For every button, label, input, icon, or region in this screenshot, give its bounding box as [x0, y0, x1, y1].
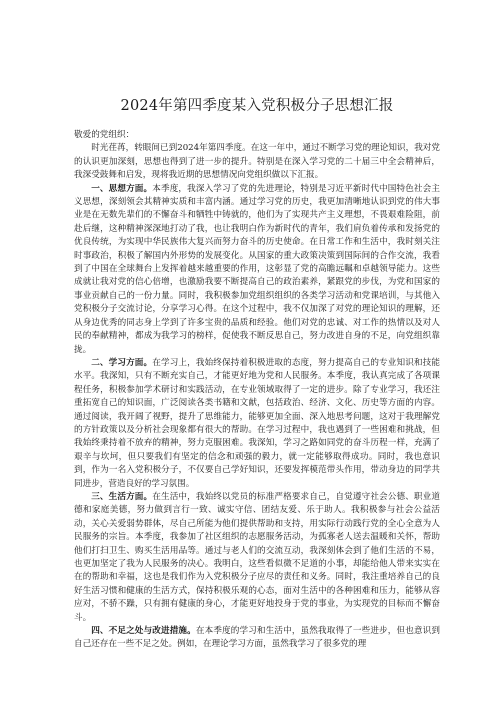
paragraph-study	[74, 357, 440, 491]
paragraph-life	[74, 491, 440, 625]
paragraph-text: 在学习上，我始终保持着积极进取的态度，努力提高自己的专业知识和技能水平。我深知，只有不断充实自己，才能更好地为党和人民服务。本季度，我认真完成了各项课程任务，积极参加学术研讨和实践活动，在专业领域取得了一定的进步。除了专业学习，我还注重拓宽自己的知识面，广泛阅读各类书籍和文献，包括政治、经济、文化、历史等方面的内容。通过阅读，我开阔了视野，提升了思维能力，能够更加全面、深入地思考问题，这对于我理解党的方针政策以及分析社会现象都有很大的帮助。在学习过程中，我也遇到了一些困难和挑战，但我始终秉持着不放弃的精神，努力克服困难。我深知，学习之路如同党的奋斗历程一样，充满了艰辛与坎坷，但只要我们有坚定的信念和顽强的毅力，就一定能够取得成功。同时，我也意识到，作为一名入党积极分子，不仅要自己学好知识，还要发挥模范带头作用，带动身边的同学共同进步，营造良好的学习氛围。	[74, 357, 440, 489]
paragraph-lead: 二、学习方面。	[91, 357, 153, 368]
paragraph-text: 在生活中，我始终以党员的标准严格要求自己，自觉遵守社会公德、职业道德和家庭美德，努力做到言行一致、诚实守信、团结友爱、乐于助人。我积极参与社会公益活动，关心关爱弱势群体，尽自己所能为他们提供帮助和支持，用实际行动践行党的全心全意为人民服务的宗旨。本季度，我参加了社区组织的志愿服务活动，为孤寡老人送去温暖和关怀，帮助他们打扫卫生、购买生活用品等。通过与老人们的交流互动，我深刻体会到了他们生活的不易，也更加坚定了我为人民服务的决心。我明白，这些看似微不足道的小事，却能给他人带来实实在在的帮助和幸福，这也是我们作为入党积极分子应尽的责任和义务。同时，我注重培养自己的良好生活习惯和健康的生活方式，保持积极乐观的心态，面对生活中的各种困难和压力，能够从容应对，不骄不躁，只有拥有健康的身心，才能更好地投身于党的事业，为实现党的目标而不懈奋斗。	[74, 491, 440, 623]
paragraph-text: 在本季度的学习和生活中，虽然我取得了一些进步，但也意识到自己还存在一些不足之处。例如，在理论学习方面，虽然我学习了很多党的理	[74, 626, 440, 650]
paragraph-lead: 三、生活方面。	[91, 491, 153, 502]
paragraph-lead: 四、不足之处与改进措施。	[91, 626, 196, 637]
paragraph-intro	[74, 142, 440, 182]
paragraph-thought	[74, 183, 440, 357]
paragraph-shortcomings	[74, 625, 440, 652]
paragraph-text: 本季度，我深入学习了党的先进理论，特别是习近平新时代中国特色社会主义思想，深刻领会其精神实质和丰富内涵。通过学习党的历史，我更加清晰地认识到党的伟大事业是在无数先辈们的不懈奋斗和牺牲中铸就的，他们为了实现共产主义理想，不畏艰难险阻，前赴后继，这种精神深深地打动了我，也让我明白作为新时代的青年，我们肩负着传承和发扬党的优良传统，为实现中华民族伟大复兴而努力奋斗的历史使命。在日常工作和生活中，我时刻关注时事政治，积极了解国内外形势的发展变化。从国家的重大政策决策到国际间的合作交流，我看到了中国在全球舞台上发挥着越来越重要的作用，这彰显了党的高瞻远瞩和卓越领导能力。这些成就让我对党的信心倍增，也激励我要不断提高自己的政治素养，紧跟党的步伐，为党和国家的事业贡献自己的一份力量。同时，我积极参加党组织组织的各类学习活动和党课培训，与其他入党积极分子交流讨论，分享学习心得。在这个过程中，我不仅加深了对党的理论知识的理解，还从身边优秀的同志身上学到了许多宝贵的品质和经验。他们对党的忠诚、对工作的热情以及对人民的奉献精神，都成为我学习的榜样，促使我不断反思自己，努力改进自身的不足，向党组织靠拢。	[74, 183, 440, 355]
greeting: 敬爱的党组织：	[74, 130, 135, 140]
paragraph-lead: 一、思想方面。	[91, 183, 153, 194]
paragraph-text: 时光荏苒，转眼间已到2024年第四季度。在这一年中，通过不断学习党的理论知识，我对党的认识更加深刻，思想也得到了进一步的提升。特别是在深入学习党的二十届三中全会精神后，我深受鼓舞和启发，现将我近期的思想情况向党组织做以下汇报。	[74, 143, 440, 181]
document-title: 2024年第四季度某入党积极分子思想汇报	[120, 98, 394, 114]
